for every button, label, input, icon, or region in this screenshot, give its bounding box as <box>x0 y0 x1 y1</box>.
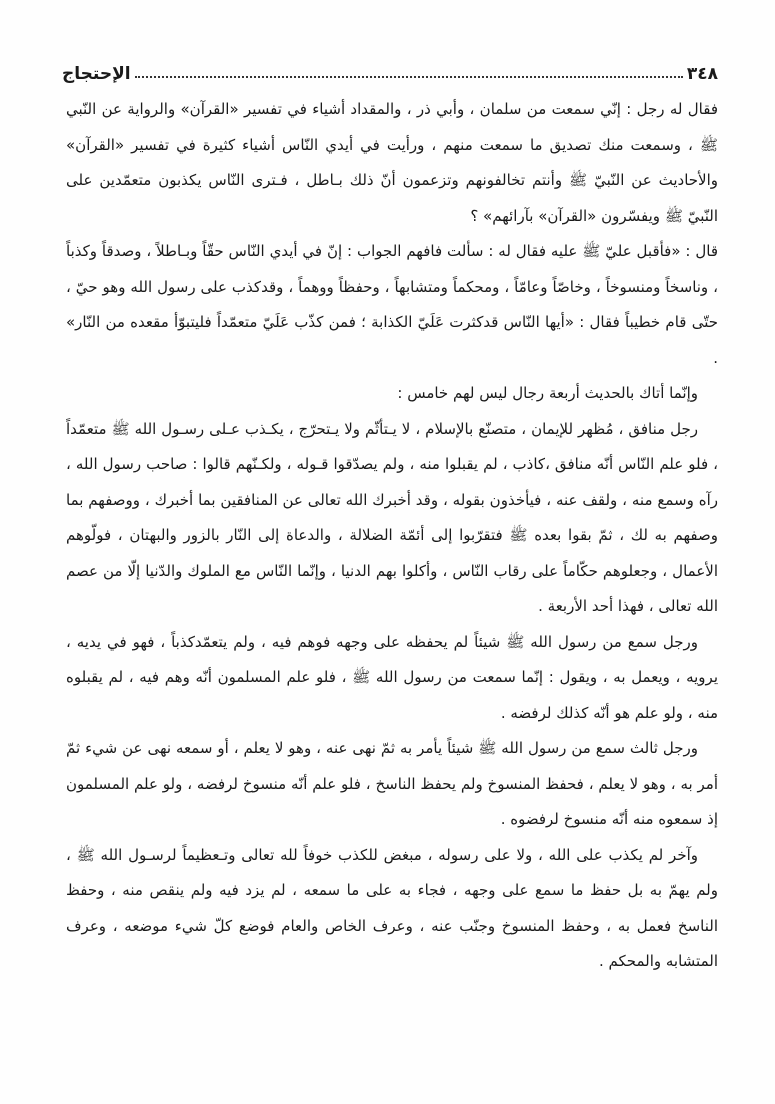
paragraph-third-man: ورجل ثالث سمع من رسول الله ﷺ شيئاً يأمر به ثمّ نهى عنه ، وهو لا يعلم ، أو سمعه نهى عن شيء ثمّ أمر به ، وهو لا يعلم ، فحفظ المنسوخ ولم يحفظ الناسخ ، فلو علم أنّه منسوخ لرفضه ، ولو علم المسلمون إذ سمعوه منه أنّه منسوخ لرفضوه . <box>66 739 718 828</box>
paragraph-truthful: وآخر لم يكذب على الله ، ولا على رسوله ، مبغض للكذب خوفاً لله تعالى وتـعظيماً لرسـول الله ﷺ ، ولم يهمّ به بل حفظ ما سمع على وجهه ، فجاء به على ما سمعه ، لم يزد فيه ولم ينقص منه ، وحفظ الناسخ فعمل به ، وحفظ المنسوخ وجنّب عنه ، وعرف الخاص والعام فوضع كلّ شيء موضعه ، وعرف المتشابه والمحكم . <box>66 845 718 970</box>
running-title: الإحتجاج <box>62 64 131 84</box>
paragraph-question: فقال له رجل : إنّي سمعت من سلمان ، وأبي ذر ، والمقداد أشياء في تفسير «القرآن» والرواية عن النّبي ﷺ ، وسمعت منك تصديق ما سمعت منهم ، ورأيت في أيدي النّاس أشياء كثيرة في تفسير «القرآن» والأحاديث عن النّبيّ ﷺ وأنتم تخالفونهم وتزعمون أنّ ذلك بـاطل ، فـترى النّاس يكذبون متعمّدين على النّبيّ ﷺ ويفسّرون «القرآن» بآرائهم» ؟ <box>66 100 718 225</box>
body-text <box>66 92 718 1052</box>
header-dot-leader <box>135 75 683 78</box>
paragraph-mistaken: ورجل سمع من رسول الله ﷺ شيئاً لم يحفظه على وجهه فوهم فيه ، ولم يتعمّدكذباً ، فهو في يديه ، يرويه ، ويعمل به ، ويقول : إنّما سمعت من رسول الله ﷺ ، فلو علم المسلمون أنّه وهم فيه ، لم يقبلوه منه ، ولو علم هو أنّه كذلك لرفضه . <box>66 632 718 722</box>
paragraph-hypocrite: رجل منافق ، مُظهر للإيمان ، متصنّع بالإسلام ، لا يـتأثّم ولا يـتحرّج ، يكـذب عـلى رسـول الله ﷺ متعمّداً ، فلو علم النّاس أنّه منافق ،كاذب ، لم يقبلوا منه ، ولم يصدّقوا قـوله ، ولكـنّهم قالوا : صاحب رسول الله ، رآه وسمع منه ، ولقف عنه ، فيأخذون بقوله ، وقد أخبرك الله تعالى عن المنافقين بما أخبرك ، ووصفهم بما وصفهم به لك ، ثمّ بقوا بعده ﷺ فتقرّبوا إلى أئمّة الضلالة ، والدعاة إلى النّار بالزور والبهتان ، فولّوهم الأعمال ، وجعلوهم حكّاماً على رقاب النّاس ، وأكلوا بهم الدنيا ، وإنّما النّاس مع الملوك والدّنيا إلّا من عصم الله تعالى ، فهذا أحد الأربعة . <box>66 419 718 615</box>
page-header <box>62 44 718 84</box>
paragraph-four-men: وإنّما أتاك بالحديث أربعة رجال ليس لهم خامس : <box>397 384 698 402</box>
paragraph-answer: قال : «فأقبل عليّ ﷺ عليه فقال له : سألت فافهم الجواب : إنّ في أيدي النّاس حقّاً وبـاطلاً ، وصدقاً وكذباً ، وناسخاً ومنسوخاً ، وخاصّاً وعامّاً ، ومحكماً ومتشابهاً ، وحفظاً ووهماً ، وقدكذب على رسول الله وهو حيّ ، حتّى قام خطيباً فقال : «أيها النّاس قدكثرت عَلَيّ الكذابة ؛ فمن كذّب عَلَيّ متعمّداً فليتبوّأ مقعده من النّار» . <box>66 242 718 367</box>
page-number: ٣٤٨ <box>686 64 718 84</box>
